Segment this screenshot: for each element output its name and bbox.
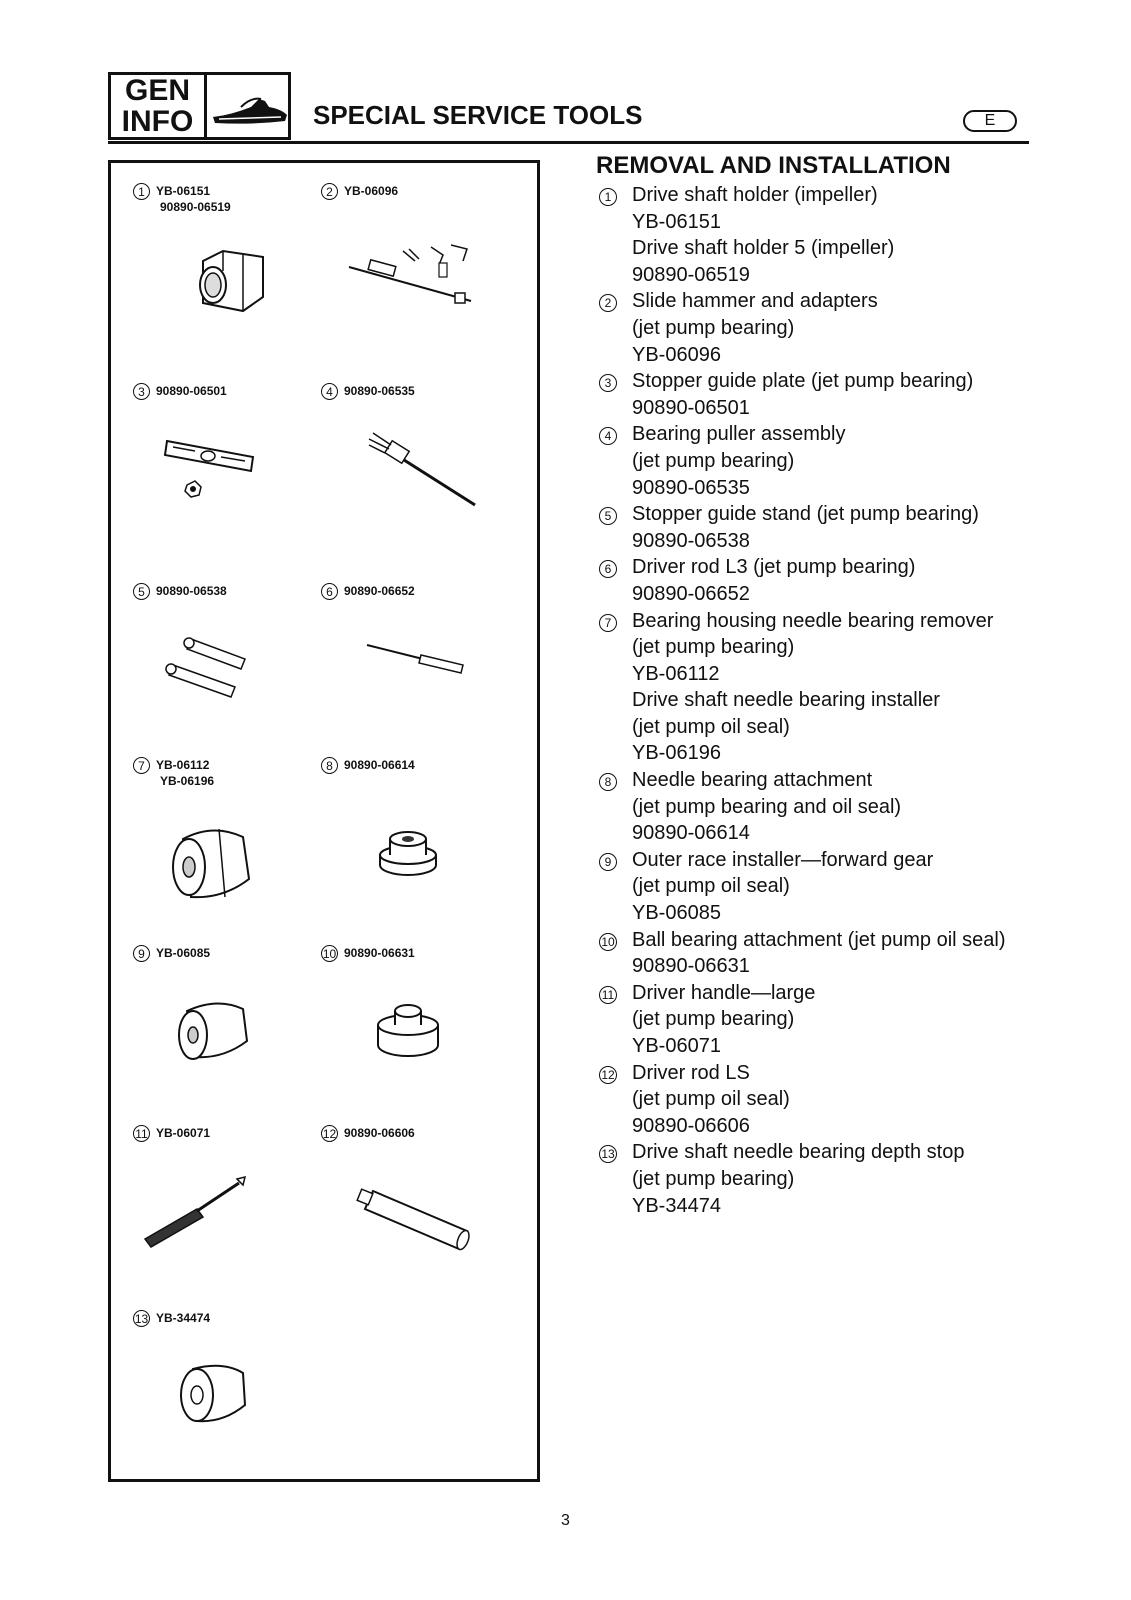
tool-number-1: 1 [133,183,150,200]
stopper-guide-plate-icon [163,431,263,511]
list-item [596,927,1036,980]
tool-label-9 [133,945,210,962]
list-item-line: Needle bearing attachment [632,769,873,792]
list-item-line: 90890-06535 [632,476,750,499]
list-item [596,608,1036,768]
logo-bottom-text: INFO [121,105,194,138]
drive-shaft-holder-icon [183,241,273,331]
list-item-line: 90890-06606 [632,1114,750,1137]
list-item-line: Driver rod LS [632,1061,750,1084]
list-item-line: (jet pump oil seal) [632,715,790,738]
tool-code-1b: 90890-06519 [160,200,231,214]
tool-number-6: 6 [321,583,338,600]
list-item-line: YB-06112 [632,662,720,685]
list-item-number: 4 [599,427,617,445]
list-item-number: 5 [599,507,617,525]
tool-label-7 [133,757,214,789]
tool-code-12: 90890-06606 [344,1126,415,1140]
list-item-number: 9 [599,853,617,871]
tool-label-4 [321,383,415,400]
logo-top-text: GEN [124,74,190,107]
tool-label-1 [133,183,231,215]
tool-number-10: 10 [322,947,337,961]
list-item-line: Outer race installer—forward gear [632,848,934,871]
tools-list [596,182,1036,1219]
list-item-line: YB-06096 [632,343,721,366]
page-number: 3 [561,1512,570,1529]
tool-label-8 [321,757,415,774]
tool-code-8: 90890-06614 [344,758,415,772]
list-item-line: 90890-06538 [632,529,750,552]
list-item-number: 6 [599,560,617,578]
tool-number-4: 4 [321,383,338,400]
depth-stop-icon [173,1359,253,1429]
list-item-line: Driver rod L3 (jet pump bearing) [632,556,916,579]
tool-number-2: 2 [321,183,338,200]
list-item-line: Drive shaft holder (impeller) [632,184,878,206]
list-item-number: 10 [599,933,617,951]
list-item-line: (jet pump oil seal) [632,875,790,898]
tool-label-10 [321,945,415,962]
section-title: REMOVAL AND INSTALLATION [596,152,951,179]
list-item [596,1139,1036,1219]
list-item-number: 8 [599,773,617,791]
header-divider [108,141,1029,144]
tool-code-7: YB-06112 [156,758,210,772]
tool-code-3: 90890-06501 [156,384,227,398]
list-item-line: (jet pump bearing) [632,449,795,472]
driver-handle-icon [141,1175,251,1255]
list-item [596,554,1036,607]
needle-bearing-attachment-icon [373,825,443,885]
list-item [596,1060,1036,1140]
tool-code-9: YB-06085 [156,946,211,960]
list-item-line: (jet pump bearing) [632,1008,795,1031]
tool-code-6: 90890-06652 [344,584,415,598]
tool-label-13 [133,1310,210,1327]
list-item-number: 7 [599,614,617,632]
list-item-number: 2 [599,294,617,312]
list-item-line: Drive shaft needle bearing installer [632,689,940,712]
list-item-line: Bearing housing needle bearing remover [632,609,994,632]
gen-info-logo [108,72,291,140]
list-item [596,182,1036,288]
list-item-line: YB-06071 [632,1035,721,1057]
tool-label-3 [133,383,227,400]
list-item-line: 90890-06614 [632,822,750,845]
list-item-number: 12 [599,1066,617,1084]
language-badge: E [963,110,1017,132]
list-item [596,980,1036,1060]
tool-number-12: 12 [322,1127,337,1141]
tool-code-1: YB-06151 [156,184,211,198]
tool-code-10: 90890-06631 [344,946,415,960]
list-item-line: (jet pump bearing) [632,1167,795,1190]
list-item-line: Slide hammer and adapters [632,290,878,313]
list-item-line: 90890-06519 [632,263,750,286]
list-item-line: 90890-06652 [632,582,750,605]
list-item-number: 13 [599,1145,617,1163]
driver-rod-l3-icon [363,635,473,685]
tool-label-11 [133,1125,210,1142]
tool-code-2: YB-06096 [344,184,399,198]
list-item-line: YB-06151 [632,210,721,233]
tool-number-7: 7 [133,757,150,774]
list-item-line: (jet pump oil seal) [632,1088,790,1111]
list-item-line: Drive shaft needle bearing depth stop [632,1141,965,1164]
list-item [596,767,1036,847]
tool-number-13: 13 [134,1312,149,1326]
list-item-line: YB-06196 [632,742,721,765]
tool-code-11: YB-06071 [156,1126,211,1140]
list-item-line: (jet pump bearing) [632,316,795,339]
list-item-line: Stopper guide stand (jet pump bearing) [632,503,979,526]
list-item [596,501,1036,554]
list-item-line: (jet pump bearing and oil seal) [632,795,902,818]
list-item-line: YB-06085 [632,902,721,925]
tool-label-5 [133,583,227,600]
list-item-line: Ball bearing attachment (jet pump oil seal) [632,928,1006,951]
tool-number-5: 5 [133,583,150,600]
tool-label-6 [321,583,415,600]
list-item-line: Drive shaft holder 5 (impeller) [632,237,895,260]
list-item [596,847,1036,927]
tool-number-11: 11 [133,1125,150,1142]
tool-label-12 [321,1125,415,1142]
tool-code-4: 90890-06535 [344,384,415,398]
list-item-line: Driver handle—large [632,981,816,1004]
list-item-line: 90890-06631 [632,955,750,978]
stopper-guide-stand-icon [163,629,263,709]
bearing-puller-icon [363,431,483,511]
list-item-line: (jet pump bearing) [632,636,795,659]
list-item-number: 1 [599,188,617,206]
list-item-line: Bearing puller assembly [632,423,846,446]
tool-code-7b: YB-06196 [160,774,215,788]
page-title: SPECIAL SERVICE TOOLS [313,100,643,130]
list-item-number: 3 [599,374,617,392]
list-item-line: YB-34474 [632,1194,721,1217]
tool-code-13: YB-34474 [156,1311,211,1325]
list-item [596,421,1036,501]
outer-race-installer-icon [167,995,257,1075]
tool-label-2 [321,183,398,200]
gen-info-text [111,75,207,137]
tool-code-5: 90890-06538 [156,584,227,598]
list-item-number: 11 [599,986,617,1004]
driver-rod-ls-icon [355,1181,475,1255]
list-item-line: 90890-06501 [632,396,750,419]
watercraft-icon [211,85,289,129]
list-item-line: Stopper guide plate (jet pump bearing) [632,370,974,393]
list-item [596,368,1036,421]
needle-bearing-remover-icon [163,819,263,919]
list-item [596,288,1036,368]
slide-hammer-icon [343,239,483,309]
ball-bearing-attachment-icon [373,999,443,1065]
tools-panel [108,160,540,1482]
tool-number-8: 8 [321,757,338,774]
tool-number-3: 3 [133,383,150,400]
tool-number-9: 9 [133,945,150,962]
